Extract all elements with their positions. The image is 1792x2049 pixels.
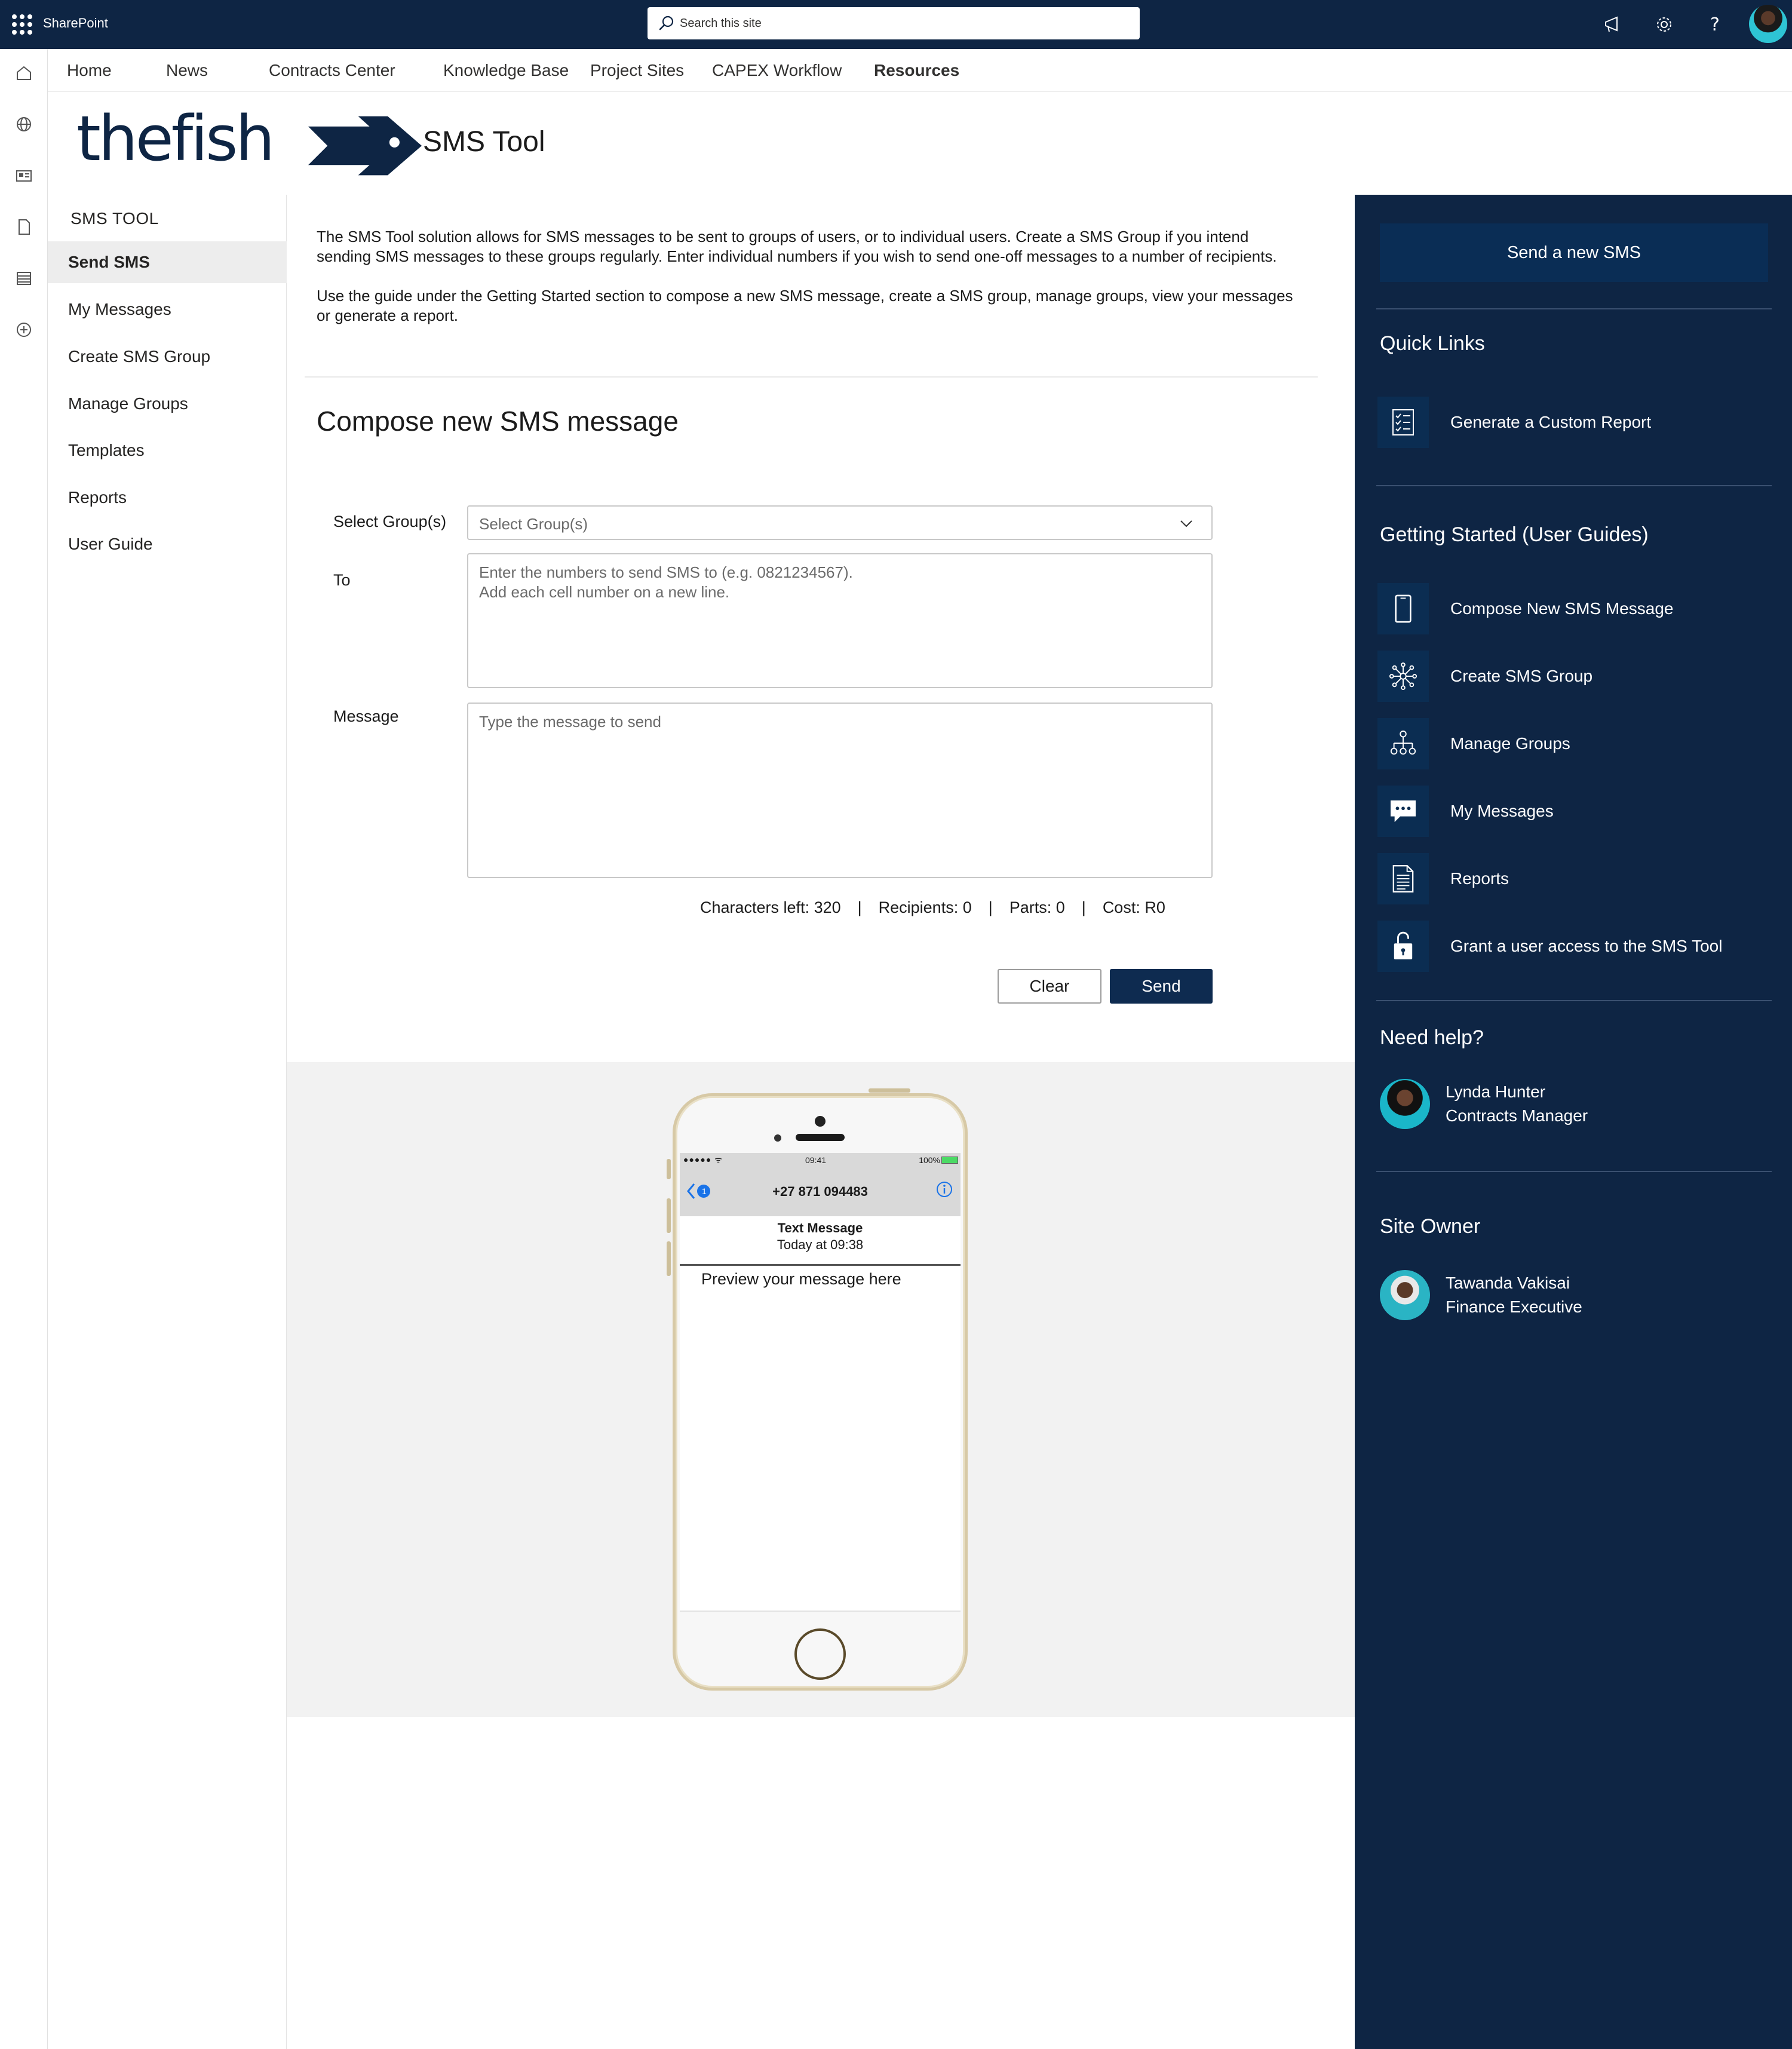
phone-sensor — [774, 1134, 781, 1142]
gear-icon[interactable] — [1652, 12, 1677, 37]
thread-divider — [680, 1264, 961, 1266]
battery-icon — [941, 1157, 958, 1164]
battery-level: 100% — [919, 1155, 940, 1165]
group-label: Select Group(s) — [333, 513, 447, 530]
phone-speaker — [796, 1134, 845, 1141]
user-avatar[interactable] — [1749, 5, 1787, 43]
phone-camera — [815, 1116, 826, 1127]
nav-resources[interactable]: Resources — [874, 61, 960, 79]
info-icon — [935, 1180, 953, 1198]
intro-paragraph: Use the guide under the Getting Started section to compose a new SMS message, create a SMS group, manage groups, view your messages or generate a report. — [317, 287, 1293, 324]
logo-text: thefish — [76, 102, 273, 175]
site-header — [48, 92, 1792, 195]
group-select-value: Select Group(s) — [479, 515, 588, 533]
search-input[interactable] — [680, 13, 1122, 33]
left-nav-heading[interactable]: SMS TOOL — [70, 209, 159, 228]
quick-link-label: Generate a Custom Report — [1450, 413, 1652, 431]
app-bar — [0, 49, 48, 2049]
chat-bubble-icon — [1377, 786, 1429, 837]
news-icon[interactable] — [13, 165, 35, 186]
avatar — [1380, 1270, 1430, 1320]
need-help-heading: Need help? — [1380, 1026, 1484, 1049]
phone-power-button — [869, 1088, 910, 1093]
to-label: To — [333, 571, 351, 589]
message-label: Message — [333, 707, 399, 725]
nav-contracts-center[interactable]: Contracts Center — [269, 61, 395, 79]
stats-separator: | — [988, 898, 993, 916]
phone-chin — [680, 1611, 961, 1612]
file-icon[interactable] — [13, 216, 35, 238]
guide-manage-groups[interactable] — [1377, 718, 1766, 769]
checklist-icon — [1377, 397, 1429, 448]
recipients-count: Recipients: 0 — [878, 898, 972, 916]
guide-label: Compose New SMS Message — [1450, 599, 1674, 618]
svg-text:?: ? — [1710, 14, 1720, 35]
left-nav-manage-groups[interactable]: Manage Groups — [68, 394, 188, 413]
panel-divider — [1376, 308, 1772, 309]
contact-name: Tawanda Vakisai — [1446, 1274, 1570, 1292]
nav-home[interactable]: Home — [67, 61, 112, 79]
signal-icon: ●●●●● ᯤ — [683, 1155, 723, 1164]
characters-left: Characters left: 320 — [700, 898, 841, 916]
guide-label: My Messages — [1450, 802, 1554, 820]
search-box[interactable] — [648, 7, 1140, 39]
stats-separator: | — [857, 898, 862, 916]
list-icon[interactable] — [13, 268, 35, 289]
message-field[interactable] — [467, 703, 1213, 878]
contact-title: Finance Executive — [1446, 1298, 1582, 1316]
org-chart-icon — [1377, 718, 1429, 769]
getting-started-heading: Getting Started (User Guides) — [1380, 523, 1649, 546]
thread-time: Today at 09:38 — [777, 1237, 864, 1252]
right-panel — [1355, 195, 1792, 2049]
send-button[interactable]: Send — [1110, 969, 1213, 1004]
suite-bar — [0, 0, 1792, 49]
left-nav-templates[interactable]: Templates — [68, 441, 145, 459]
add-circle-icon[interactable] — [13, 319, 35, 341]
guide-label: Reports — [1450, 869, 1509, 888]
app-name[interactable]: SharePoint — [43, 16, 108, 30]
network-icon — [1377, 651, 1429, 702]
site-owner-card[interactable] — [1380, 1270, 1768, 1321]
status-time: 09:41 — [805, 1155, 827, 1165]
guide-label: Create SMS Group — [1450, 667, 1593, 685]
cost-value: Cost: R0 — [1102, 898, 1165, 916]
nav-knowledge-base[interactable]: Knowledge Base — [443, 61, 569, 79]
guide-label: Manage Groups — [1450, 734, 1570, 753]
nav-news[interactable]: News — [166, 61, 208, 79]
thread-title: Text Message — [777, 1220, 863, 1235]
search-icon — [658, 15, 675, 32]
phone-screen — [680, 1153, 961, 1611]
left-nav-my-messages[interactable]: My Messages — [68, 300, 171, 318]
quick-link-custom-report[interactable] — [1377, 397, 1766, 448]
guide-my-messages[interactable] — [1377, 786, 1766, 837]
to-numbers-field[interactable] — [467, 553, 1213, 688]
home-icon[interactable] — [13, 62, 35, 84]
left-nav-create-sms-group[interactable]: Create SMS Group — [68, 347, 211, 366]
compose-title: Compose new SMS message — [317, 406, 679, 437]
fish-arrow-icon — [308, 115, 422, 177]
help-contact-card[interactable] — [1380, 1079, 1768, 1130]
chevron-down-icon — [1179, 516, 1193, 530]
contact-title: Contracts Manager — [1446, 1106, 1588, 1125]
message-stats — [700, 898, 1165, 917]
help-icon[interactable] — [1702, 12, 1727, 37]
contact-name: Lynda Hunter — [1446, 1082, 1546, 1101]
phone-volume-down — [667, 1241, 671, 1276]
avatar — [1380, 1079, 1430, 1129]
guide-reports[interactable] — [1377, 853, 1766, 904]
message-header — [680, 1167, 961, 1216]
group-select[interactable] — [467, 505, 1213, 540]
quick-links-heading: Quick Links — [1380, 332, 1485, 355]
site-logo[interactable] — [76, 102, 435, 179]
section-divider — [305, 376, 1318, 378]
stats-separator: | — [1081, 898, 1086, 916]
document-icon — [1377, 853, 1429, 904]
guide-grant-access[interactable] — [1377, 921, 1766, 972]
app-launcher-icon[interactable] — [12, 14, 32, 35]
main-content — [287, 195, 1355, 2049]
intro-text — [317, 227, 1296, 345]
message-thread-meta — [680, 1220, 961, 1253]
unlock-icon — [1377, 921, 1429, 972]
left-nav-user-guide[interactable]: User Guide — [68, 535, 153, 553]
back-badge: 1 — [702, 1186, 707, 1196]
contact-phone-number: +27 871 094483 — [772, 1184, 868, 1199]
left-nav-send-sms[interactable]: Send SMS — [48, 241, 287, 283]
globe-icon[interactable] — [13, 114, 35, 135]
site-title[interactable]: SMS Tool — [423, 126, 545, 158]
site-owner-heading: Site Owner — [1380, 1215, 1481, 1238]
panel-divider — [1376, 1000, 1772, 1001]
guide-create-sms-group[interactable] — [1377, 651, 1766, 702]
intro-paragraph: The SMS Tool solution allows for SMS messages to be sent to groups of users, or to individual users. Create a SMS Group if you intend sending SMS messages to these groups regularly. Enter individual numbers if you wish to send one-off messages to a number of recipients. — [317, 228, 1277, 265]
nav-project-sites[interactable]: Project Sites — [590, 61, 685, 79]
mobile-phone-icon — [1377, 583, 1429, 634]
guide-label: Grant a user access to the SMS Tool — [1450, 937, 1723, 955]
phone-preview — [673, 1093, 968, 1691]
send-new-sms-button[interactable]: Send a new SMS — [1380, 223, 1768, 282]
left-nav-reports[interactable]: Reports — [68, 488, 127, 507]
megaphone-icon[interactable] — [1601, 12, 1626, 37]
panel-divider — [1376, 1171, 1772, 1172]
phone-home-button — [794, 1628, 846, 1680]
left-navigation — [48, 195, 287, 2049]
message-preview-text: Preview your message here — [701, 1270, 901, 1288]
guide-compose-sms[interactable] — [1377, 583, 1766, 634]
phone-status-bar — [680, 1153, 961, 1167]
panel-divider — [1376, 485, 1772, 486]
nav-capex-workflow[interactable]: CAPEX Workflow — [712, 61, 842, 79]
parts-count: Parts: 0 — [1009, 898, 1065, 916]
phone-mute-switch — [667, 1159, 671, 1179]
phone-volume-up — [667, 1198, 671, 1233]
top-navigation — [48, 49, 1792, 92]
clear-button[interactable]: Clear — [998, 969, 1101, 1004]
